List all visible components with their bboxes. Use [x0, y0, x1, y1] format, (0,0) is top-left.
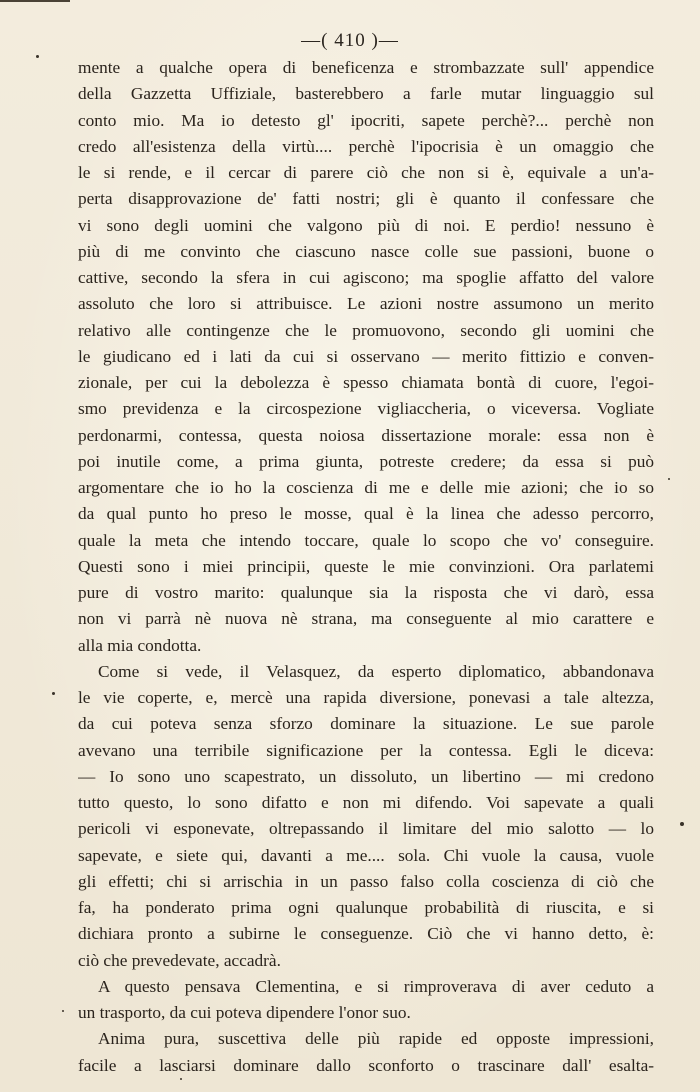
text-line: mente a qualche opera di beneficenza e strombazzate sull' appendice: [78, 58, 654, 77]
text-line: facile a lasciarsi dominare dallo sconforto o trascinare dall' esalta-: [78, 1055, 654, 1075]
text-line: perta disapprovazione de' fatti nostri; gli è quanto il confessare che: [78, 189, 654, 209]
text-line: da qual punto ho preso le mosse, qual è la linea che adesso percorro,: [78, 504, 654, 524]
text-line: dichiara pronto a subirne le conseguenze. Ciò che vi hanno detto, è:: [78, 924, 654, 944]
text-line: sapevate, e siete qui, davanti a me.... sola. Chi vuole la causa, vuole: [78, 845, 654, 865]
text-line: alla mia condotta.: [78, 635, 202, 655]
page-number: —( 410 )—: [301, 30, 399, 51]
text-line: pure di vostro marito: qualunque sia la risposta che vi darò, essa: [78, 583, 654, 602]
paragraph: [78, 55, 654, 659]
ink-speck: [180, 1078, 182, 1080]
text-line: poi inutile come, a prima giunta, potreste credere; da essa si può: [78, 451, 654, 471]
paragraph: [78, 974, 654, 1027]
text-line: credo all'esistenza della virtù.... perchè l'ipocrisia è un omaggio che: [78, 136, 654, 156]
text-line: argomentare che io ho la coscienza di me e delle mie azioni; che io so: [78, 478, 654, 497]
text-line: conto mio. Ma io detesto gl' ipocriti, sapete perchè?... perchè non: [78, 110, 654, 130]
text-line: le giudicano ed i lati da cui si osservano — merito fittizio e conven-: [78, 346, 654, 366]
text-line: non vi parrà nè nuova nè strana, ma conseguente al mio carattere e: [78, 609, 654, 629]
text-line: Questi sono i miei principii, queste le mie convinzioni. Ora parlatemi: [78, 556, 654, 576]
paragraph: [78, 1026, 654, 1079]
text-line: vi sono degli uomini che valgono più di noi. E perdio! nessuno è: [78, 215, 654, 235]
text-line: zionale, per cui la debolezza è spesso chiamata bontà di cuore, l'egoi-: [78, 373, 654, 392]
text-line: Come si vede, il Velasquez, da esperto diplomatico, abbandonava: [98, 661, 654, 681]
text-line: — Io sono uno scapestrato, un dissoluto, un libertino — mi credono: [78, 766, 654, 786]
text-line: della Gazzetta Uffiziale, basterebbero a farle mutar linguaggio sul: [78, 84, 654, 104]
text-line: le vie coperte, e, mercè una rapida diversione, ponevasi a tale altezza,: [78, 688, 654, 707]
ink-speck: [36, 55, 39, 58]
text-line: quale la meta che intendo toccare, quale lo scopo che vo' conseguire.: [78, 530, 654, 550]
text-line: ciò che prevedevate, accadrà.: [78, 950, 281, 970]
text-line: smo previdenza e la circospezione vigliaccheria, o viceversa. Vogliate: [78, 399, 654, 419]
ink-speck: [52, 692, 55, 695]
ink-speck: [668, 478, 670, 480]
text-line: pericoli vi esponevate, oltrepassando il limitare del mio salotto — lo: [78, 819, 654, 839]
text-line: avevano una terribile significazione per la contessa. Egli le diceva:: [78, 740, 654, 760]
text-line: tutto questo, lo sono difatto e non mi difendo. Voi sapevate a quali: [78, 793, 654, 812]
text-line: cattive, secondo la sfera in cui agiscono; ma spoglie affatto del valore: [78, 268, 654, 287]
ink-speck: [62, 1010, 64, 1012]
body-text: [78, 55, 654, 1079]
text-line: un trasporto, da cui poteva dipendere l'onor suo.: [78, 1003, 411, 1022]
text-line: da cui poteva senza sforzo dominare la situazione. Le sue parole: [78, 714, 654, 734]
ink-speck: [680, 822, 684, 826]
text-line: gli effetti; chi si arrischia in un passo falso colla coscienza di ciò che: [78, 871, 654, 891]
text-line: perdonarmi, contessa, questa noiosa dissertazione morale: essa non è: [78, 425, 654, 445]
text-line: le si rende, e il cercar di parere ciò che non si è, equivale a un'a-: [78, 163, 654, 182]
text-line: assoluto che loro si attribuisce. Le azioni nostre assumono un merito: [78, 294, 654, 314]
text-line: relativo alle contingenze che le promuovono, secondo gli uomini che: [78, 320, 654, 340]
text-line: Anima pura, suscettiva delle più rapide ed opposte impressioni,: [98, 1029, 654, 1049]
paragraph: [78, 659, 654, 974]
top-edge-rule: [0, 0, 70, 2]
text-line: A questo pensava Clementina, e si rimproverava di aver ceduto a: [98, 976, 654, 996]
text-line: fa, ha ponderato prima ogni qualunque probabilità di riuscita, e si: [78, 898, 654, 917]
text-line: più di me convinto che ciascuno nasce colle sue passioni, buone o: [78, 241, 654, 261]
